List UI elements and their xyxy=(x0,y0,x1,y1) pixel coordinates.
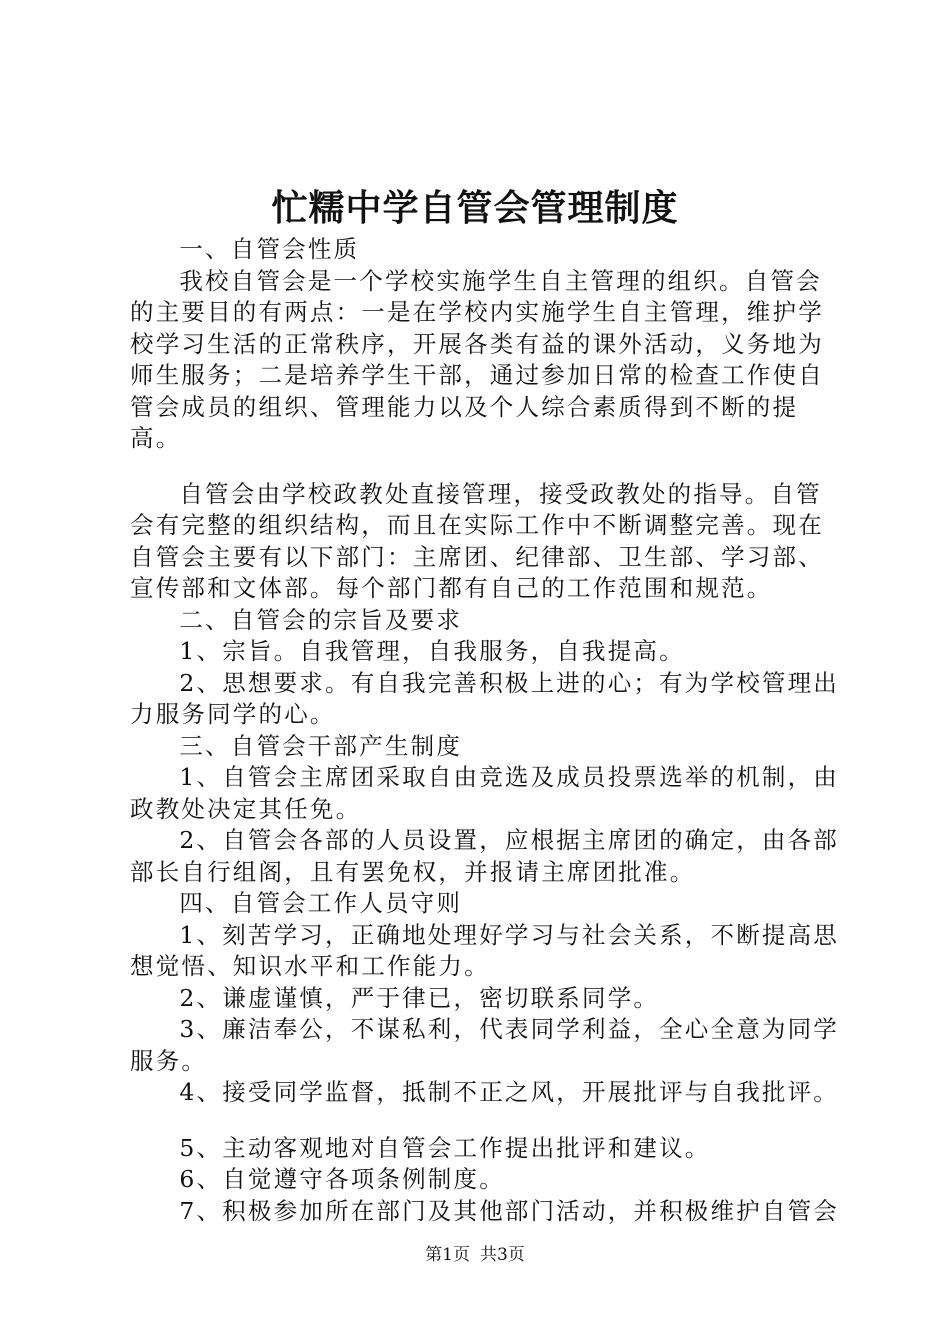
list-item-rule-6: 6、自觉遵守各项条例制度。 xyxy=(179,1165,505,1193)
section-heading-4: 四、自管会工作人员守则 xyxy=(179,889,463,917)
list-item-purpose: 1、宗旨。自我管理，自我服务，自我提高。 xyxy=(179,637,685,665)
list-item-rule-7: 7、积极参加所在部门及其他部门活动，并积极维护自管会 xyxy=(179,1196,839,1225)
list-item-election: 1、自管会主席团采取自由竞选及成员投票选举的机制，由政教处决定其任免。 xyxy=(130,763,839,823)
paragraph-structure: 自管会由学校政教处直接管理，接受政教处的指导。自管会有完整的组织结构，而且在实际工作中不断调整完善。现在自管会主要有以下部门：主席团、纪律部、卫生部、学习部、宣传部和文体部。每个部门都有自己的工作范围和规范。 xyxy=(130,479,824,602)
list-item-thought: 2、思想要求。有自我完善积极上进的心；有为学校管理出力服务同学的心。 xyxy=(130,668,839,728)
paragraph-nature: 我校自管会是一个学校实施学生自主管理的组织。自管会的主要目的有两点：一是在学校内实施学生自主管理，维护学校学习生活的正常秩序，开展各类有益的课外活动，义务地为师生服务；二是培养学生干部，通过参加日常的检查工作使自管会成员的组织、管理能力以及个人综合素质得到不断的提高。 xyxy=(130,266,824,452)
list-item-rule-2: 2、谦虚谨慎，严于律已，密切联系同学。 xyxy=(179,983,660,1012)
document-body xyxy=(130,234,845,1227)
section-heading-3: 三、自管会干部产生制度 xyxy=(179,731,463,760)
section-heading-1: 一、自管会性质 xyxy=(179,235,360,263)
list-item-rule-5: 5、主动客观地对自管会工作提出批评和建议。 xyxy=(179,1133,711,1162)
page-number: 第1页 xyxy=(425,1245,470,1265)
list-item-staffing: 2、自管会各部的人员设置，应根据主席团的确定，由各部部长自行组阁，且有罢免权，并报请主席团批准。 xyxy=(130,826,839,886)
page-total: 共3页 xyxy=(480,1245,525,1265)
list-item-rule-1: 1、刻苦学习，正确地处理好学习与社会关系，不断提高思想觉悟、知识水平和工作能力。 xyxy=(130,920,839,980)
list-item-rule-4: 4、接受同学监督，抵制不正之风，开展批评与自我批评。 xyxy=(179,1078,839,1106)
document-title: 忙糯中学自管会管理制度 xyxy=(271,187,679,229)
section-heading-2: 二、自管会的宗旨及要求 xyxy=(179,605,463,634)
page-footer xyxy=(0,1243,950,1267)
list-item-rule-3: 3、廉洁奉公，不谋私利，代表同学利益，全心全意为同学服务。 xyxy=(130,1015,839,1075)
